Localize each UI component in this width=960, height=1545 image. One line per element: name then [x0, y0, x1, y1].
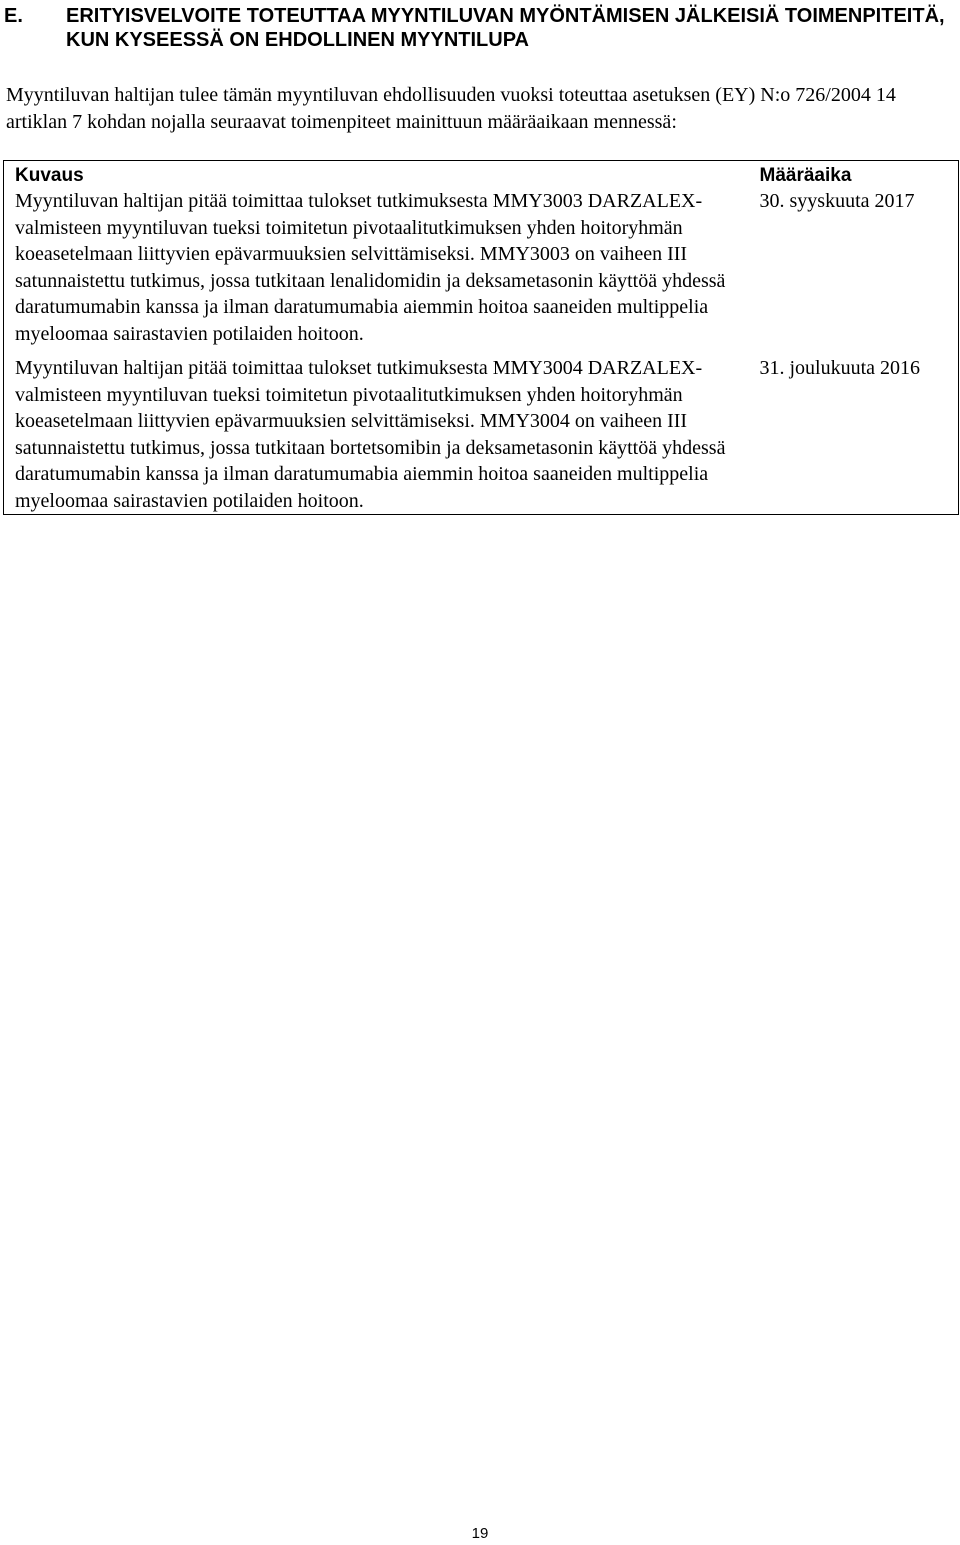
row-description: Myyntiluvan haltijan pitää toimittaa tulokset tutkimuksesta MMY3004 DARZALEX-valmisteen myyntiluvan tueksi toimitetun pivotaalitutkimuksen yhden hoitoryhmän koeasetelmaan liittyvien epävarmuuksien selvittämiseksi. MMY3004 on vaiheen III satunnaistettu tutkimus, jossa tutkitaan bortetsomibin ja deksametasonin käyttöä yhdessä daratumumabin kanssa ja ilman daratumumabia aiemmin hoitoa saaneiden multippelia myeloomaa sairastavien potilaiden hoitoon.: [4, 347, 747, 515]
intro-paragraph: Myyntiluvan haltijan tulee tämän myyntiluvan ehdollisuuden vuoksi toteuttaa asetuksen (EY) N:o 726/2004 14 artiklan 7 kohdan nojalla seuraavat toimenpiteet mainittuun määräaikaan mennessä:: [6, 84, 896, 133]
row-deadline: 31. joulukuuta 2016: [747, 347, 959, 515]
section-title: ERITYISVELVOITE TOTEUTTAA MYYNTILUVAN MYÖNTÄMISEN JÄLKEISIÄ TOIMENPITEITÄ, KUN KYSEESSÄ ON EHDOLLINEN MYYNTILUPA: [66, 5, 945, 51]
table-row: [4, 188, 959, 347]
row-description: Myyntiluvan haltijan pitää toimittaa tulokset tutkimuksesta MMY3003 DARZALEX-valmisteen myyntiluvan tueksi toimitetun pivotaalitutkimuksen yhden hoitoryhmän koeasetelmaan liittyvien epävarmuuksien selvittämiseksi. MMY3003 on vaiheen III satunnaistettu tutkimus, jossa tutkitaan lenalidomidin ja deksametasonin käyttöä yhdessä daratumumabin kanssa ja ilman daratumumabia aiemmin hoitoa saaneiden multippelia myeloomaa sairastavien potilaiden hoitoon.: [4, 188, 747, 347]
table-row: [4, 347, 959, 515]
obligations-table: [3, 160, 959, 515]
table-header-row: [4, 161, 959, 189]
section-letter: E.: [4, 5, 23, 27]
row-deadline: 30. syyskuuta 2017: [747, 188, 959, 347]
column-header-description: Kuvaus: [4, 161, 747, 189]
column-header-deadline: Määräaika: [747, 161, 959, 189]
page-number: 19: [471, 1525, 489, 1542]
